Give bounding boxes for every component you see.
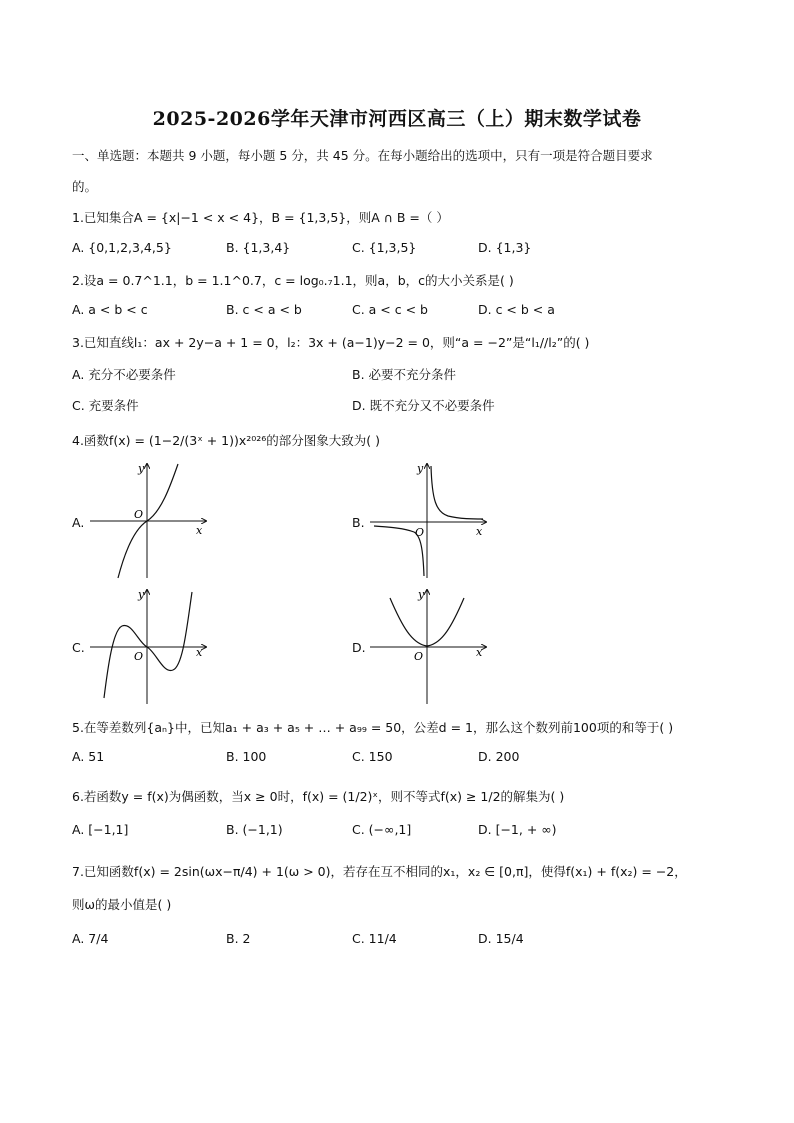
graph-option-b <box>368 460 498 580</box>
graph-c-y-label: y <box>138 588 145 601</box>
q5-option-a: A. 51 <box>72 749 105 764</box>
q1-option-a: A. {0,1,2,3,4,5} <box>72 240 172 255</box>
graph-b-x-label: x <box>476 525 483 538</box>
q6-option-a: A. [−1,1] <box>72 822 129 837</box>
q3-option-a: A. 充分不必要条件 <box>72 367 176 382</box>
q7-option-a: A. 7/4 <box>72 931 109 946</box>
graph-b-y-label: y <box>417 462 424 475</box>
graph-option-c <box>88 586 218 706</box>
q2-option-a: A. a < b < c <box>72 302 148 317</box>
question-7-stem-line2: 则ω的最小值是( ) <box>72 897 172 912</box>
graph-option-d <box>368 586 498 706</box>
q3-option-c: C. 充要条件 <box>72 398 139 413</box>
question-6-stem: 6.若函数y = f(x)为偶函数，当x ≥ 0时，f(x) = (1/2)ˣ，则不等式f(x) ≥ 1/2的解集为( ) <box>72 789 565 804</box>
graph-c-origin-label: O <box>134 650 144 663</box>
q2-option-b: B. c < a < b <box>226 302 302 317</box>
question-7-stem: 7.已知函数f(x) = 2sin(ωx−π/4) + 1(ω > 0)，若存在互不相同的x₁，x₂ ∈ [0,π]，使得f(x₁) + f(x₂) = −2， <box>72 864 687 879</box>
q5-option-c: C. 150 <box>352 749 393 764</box>
q2-option-d: D. c < b < a <box>478 302 555 317</box>
q7-option-c: C. 11/4 <box>352 931 397 946</box>
q5-option-b: B. 100 <box>226 749 267 764</box>
section-heading-line1: 一、单选题：本题共 9 小题，每小题 5 分，共 45 分。在每小题给出的选项中，只有一项是符合题目要求 <box>72 148 653 163</box>
question-4-stem: 4.函数f(x) = (1−2/(3ˣ + 1))x²⁰²⁶的部分图象大致为( ) <box>72 433 381 448</box>
q6-option-b: B. (−1,1) <box>226 822 283 837</box>
q4-option-a-label: A. <box>72 515 85 530</box>
q7-option-d: D. 15/4 <box>478 931 524 946</box>
graph-a-x-label: x <box>196 524 203 537</box>
q2-option-c: C. a < c < b <box>352 302 428 317</box>
q1-option-b: B. {1,3,4} <box>226 240 291 255</box>
section-heading-line2: 的。 <box>72 179 98 194</box>
graph-b-origin-label: O <box>415 526 425 539</box>
graph-option-a <box>88 460 218 580</box>
question-2-stem: 2.设a = 0.7^1.1，b = 1.1^0.7，c = log₀.₇1.1，则a，b，c的大小关系是( ) <box>72 273 514 288</box>
q1-option-d: D. {1,3} <box>478 240 532 255</box>
q6-option-c: C. (−∞,1] <box>352 822 412 837</box>
q1-option-c: C. {1,3,5} <box>352 240 417 255</box>
question-1-stem: 1.已知集合A = {x|−1 < x < 4}，B = {1,3,5}，则A ∩ B =（ ） <box>72 210 449 225</box>
q7-option-b: B. 2 <box>226 931 251 946</box>
graph-a-y-label: y <box>138 462 145 475</box>
q6-option-d: D. [−1, + ∞) <box>478 822 557 837</box>
q4-option-b-label: B. <box>352 515 365 530</box>
graph-a-origin-label: O <box>134 508 144 521</box>
graph-d-x-label: x <box>476 646 483 659</box>
graph-d-y-label: y <box>418 588 425 601</box>
graph-d-origin-label: O <box>414 650 424 663</box>
question-5-stem: 5.在等差数列{aₙ}中，已知a₁ + a₃ + a₅ + … + a₉₉ = 50，公差d = 1，那么这个数列前100项的和等于( ) <box>72 720 674 735</box>
q4-option-c-label: C. <box>72 640 85 655</box>
q3-option-d: D. 既不充分又不必要条件 <box>352 398 495 413</box>
q4-option-d-label: D. <box>352 640 366 655</box>
q3-option-b: B. 必要不充分条件 <box>352 367 457 382</box>
question-3-stem: 3.已知直线l₁：ax + 2y−a + 1 = 0，l₂：3x + (a−1)y−2 = 0，则“a = −2”是“l₁//l₂”的( ) <box>72 335 590 350</box>
graph-c-x-label: x <box>196 646 203 659</box>
q5-option-d: D. 200 <box>478 749 520 764</box>
page-title: 2025-2026学年天津市河西区高三（上）期末数学试卷 <box>152 108 642 130</box>
